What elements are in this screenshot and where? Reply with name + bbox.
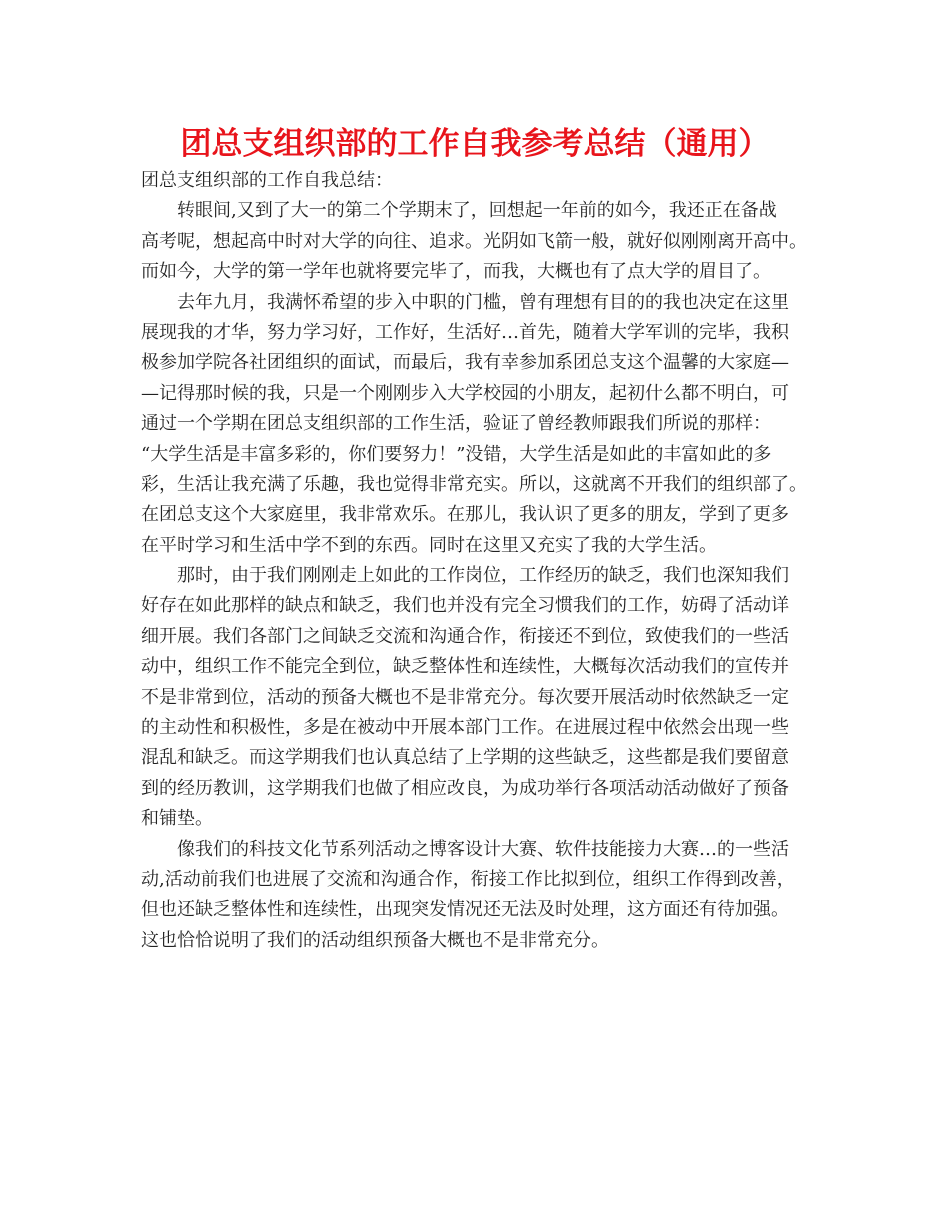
- paragraph-line: 这也恰恰说明了我们的活动组织预备大概也不是非常充分。: [141, 929, 609, 951]
- paragraph-line: 极参加学院各社团组织的面试，而最后，我有幸参加系团总支这个温馨的大家庭—: [141, 352, 789, 374]
- paragraph-line: 和铺垫。: [141, 808, 213, 830]
- paragraph-line: 好存在如此那样的缺点和缺乏，我们也并没有完全习惯我们的工作，妨碍了活动详: [141, 595, 789, 617]
- lead-line: 团总支组织部的工作自我总结：: [141, 170, 393, 191]
- paragraph-4: [141, 835, 811, 957]
- paragraph-line: 转眼间,又到了大一的第二个学期末了，回想起一年前的如今，我还正在备战: [177, 200, 777, 222]
- paragraph-line: 但也还缺乏整体性和连续性，出现突发情况还无法及时处理，这方面还有待加强。: [141, 899, 789, 921]
- paragraph-line: 到的经历教训，这学期我们也做了相应改良，为成功举行各项活动活动做好了预备: [141, 777, 789, 799]
- paragraph-2: [141, 288, 811, 562]
- paragraph-line: 的主动性和积极性，多是在被动中开展本部门工作。在进展过程中依然会出现一些: [141, 717, 789, 739]
- paragraph-line: 混乱和缺乏。而这学期我们也认真总结了上学期的这些缺乏，这些都是我们要留意: [141, 747, 789, 769]
- paragraph-line: 像我们的科技文化节系列活动之博客设计大赛、软件技能接力大赛…的一些活: [177, 838, 789, 860]
- paragraph-line: 通过一个学期在团总支组织部的工作生活，验证了曾经教师跟我们所说的那样：: [141, 413, 771, 435]
- paragraph-line: —记得那时候的我，只是一个刚刚步入大学校园的小朋友，起初什么都不明白，可: [141, 382, 789, 404]
- paragraph-line: 那时，由于我们刚刚走上如此的工作岗位，工作经历的缺乏，我们也深知我们: [177, 565, 789, 587]
- paragraph-line: 在团总支这个大家庭里，我非常欢乐。在那儿，我认识了更多的朋友，学到了更多: [141, 504, 789, 526]
- paragraph-1: [141, 196, 811, 287]
- document-title: 团总支组织部的工作自我参考总结（通用）: [180, 126, 770, 162]
- paragraph-line: 去年九月，我满怀希望的步入中职的门槛，曾有理想有目的的我也决定在这里: [177, 291, 789, 313]
- paragraph-line: 彩，生活让我充满了乐趣，我也觉得非常充实。所以，这就离不开我们的组织部了。: [141, 473, 807, 495]
- paragraph-line: 动中，组织工作不能完全到位，缺乏整体性和连续性，大概每次活动我们的宣传并: [141, 656, 789, 678]
- paragraph-line: 展现我的才华，努力学习好，工作好，生活好…首先，随着大学军训的完毕，我积: [141, 321, 789, 343]
- paragraph-line: 细开展。我们各部门之间缺乏交流和沟通合作，衔接还不到位，致使我们的一些活: [141, 625, 789, 647]
- paragraph-line: 动,活动前我们也进展了交流和沟通合作，衔接工作比拟到位，组织工作得到改善，: [141, 868, 795, 890]
- paragraph-line: 不是非常到位，活动的预备大概也不是非常充分。每次要开展活动时依然缺乏一定: [141, 686, 789, 708]
- paragraph-line: 而如今，大学的第一学年也就将要完毕了，而我，大概也有了点大学的眉目了。: [141, 261, 771, 283]
- document-body: [141, 166, 811, 956]
- paragraph-line: 在平时学习和生活中学不到的东西。同时在这里又充实了我的大学生活。: [141, 534, 717, 556]
- paragraph-3: [141, 561, 811, 835]
- paragraph-line: “大学生活是丰富多彩的，你们要努力！”没错，大学生活是如此的丰富如此的多: [141, 443, 772, 465]
- paragraph-line: 高考呢，想起高中时对大学的向往、追求。光阴如飞箭一般，就好似刚刚离开高中。: [141, 230, 807, 252]
